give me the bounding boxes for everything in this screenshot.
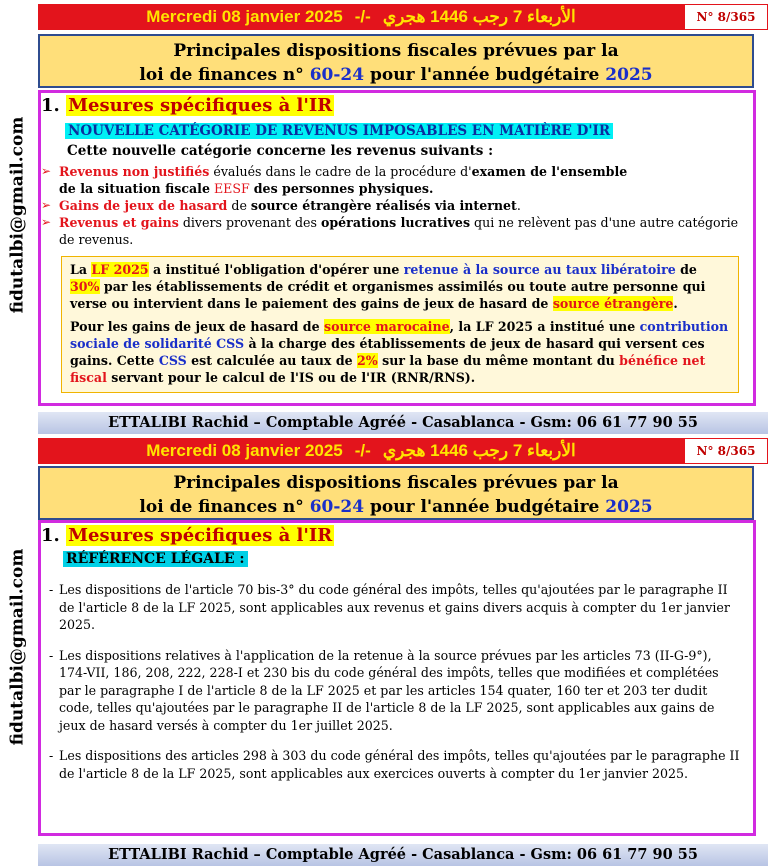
sidebar-email-text: fidutalbi@gmail.com bbox=[7, 548, 27, 746]
footer: ETTALIBI Rachid – Comptable Agréé - Casablanca - Gsm: 06 61 77 90 55 bbox=[38, 844, 768, 866]
banner-separator: -/- bbox=[354, 441, 371, 460]
date-banner bbox=[38, 4, 684, 30]
category-intro: Cette nouvelle catégorie concerne les revenus suivants : bbox=[67, 143, 494, 159]
title-prefix: loi de finances n° bbox=[139, 65, 304, 85]
title-year: 2025 bbox=[605, 497, 653, 517]
sidebar-email bbox=[0, 462, 34, 832]
box-paragraph-1: La LF 2025 a institué l'obligation d'opérer une retenue à la source au taux libératoire de 30% par les établissements de crédit et organismes assimilés ou toute autre personne qui verse ou intervient dans le paiement des gains de jeux de hasard de source étrangère. bbox=[70, 262, 706, 311]
content-panel-2 bbox=[38, 520, 756, 836]
document-title bbox=[38, 466, 754, 520]
highlight-box bbox=[61, 256, 739, 393]
content-panel-1 bbox=[38, 90, 756, 406]
page-number-badge: N° 8/365 bbox=[684, 4, 768, 30]
title-line2 bbox=[40, 63, 752, 87]
section-label: Mesures spécifiques à l'IR bbox=[68, 525, 333, 546]
section-label: Mesures spécifiques à l'IR bbox=[68, 95, 333, 116]
title-line1: Principales dispositions fiscales prévues par la bbox=[173, 473, 619, 493]
document-title bbox=[38, 34, 754, 88]
sidebar-email-text: fidutalbi@gmail.com bbox=[7, 116, 27, 314]
legal-reference-list bbox=[45, 581, 743, 782]
banner-date: Mercredi 08 janvier 2025 bbox=[146, 7, 343, 26]
category-title-row bbox=[65, 120, 747, 139]
legal-reference-row bbox=[63, 548, 743, 567]
list-item: - Les dispositions de l'article 70 bis-3° du code général des impôts, telles qu'ajoutées par le paragraphe II de l'article 8 de la LF 2025, sont applicables aux revenus et gains divers acquis à compter du 1er janvier 2025. bbox=[45, 581, 743, 634]
title-mid: pour l'année budgétaire bbox=[370, 65, 600, 85]
list-item: - Les dispositions des articles 298 à 303 du code général des impôts, telles qu'ajoutées par le paragraphe II de l'article 8 de la LF 2025, sont applicables aux exercices ouverts à compter du 1er janvier 2025. bbox=[45, 747, 743, 782]
section-number: 1. bbox=[41, 525, 60, 546]
title-year: 2025 bbox=[605, 65, 653, 85]
title-line1: Principales dispositions fiscales prévues par la bbox=[173, 41, 619, 61]
title-law-number: 60-24 bbox=[309, 497, 365, 517]
title-law-number: 60-24 bbox=[309, 65, 365, 85]
title-line2 bbox=[40, 495, 752, 519]
section-heading bbox=[41, 525, 743, 546]
bullet-item: ➢ Revenus et gains divers provenant des opérations lucratives qui ne relèvent pas d'une autre catégorie de revenus. bbox=[41, 214, 747, 248]
page-number-badge: N° 8/365 bbox=[684, 438, 768, 464]
banner-separator: -/- bbox=[354, 7, 371, 26]
banner-arabic-date: الأربعاء 7 رجب 1446 هجري bbox=[382, 441, 576, 460]
title-prefix: loi de finances n° bbox=[139, 497, 304, 517]
sidebar-email bbox=[0, 30, 34, 400]
banner-arabic-date: الأربعاء 7 رجب 1446 هجري bbox=[382, 7, 576, 26]
title-mid: pour l'année budgétaire bbox=[370, 497, 600, 517]
section-number: 1. bbox=[41, 95, 60, 116]
box-paragraph-2: Pour les gains de jeux de hasard de source marocaine, la LF 2025 a institué une contribution sociale de solidarité CSS à la charge des établissements de jeux de hasard qui versent ces gains. Cette CSS est calculée au taux de 2% sur la base du même montant du bénéfice net fiscal servant pour le calcul de l'IS ou de l'IR (RNR/RNS). bbox=[70, 319, 729, 385]
section-heading bbox=[41, 95, 747, 116]
date-banner bbox=[38, 438, 684, 464]
bullet-item: ➢ Revenus non justifiés évalués dans le cadre de la procédure d'examen de l'ensemble de la situation fiscale EESF des personnes physiques. bbox=[41, 163, 747, 197]
legal-reference-title: RÉFÉRENCE LÉGALE : bbox=[63, 551, 248, 567]
bullet-list bbox=[41, 163, 747, 248]
banner-date: Mercredi 08 janvier 2025 bbox=[146, 441, 343, 460]
footer: ETTALIBI Rachid – Comptable Agréé - Casablanca - Gsm: 06 61 77 90 55 bbox=[38, 412, 768, 434]
list-item: - Les dispositions relatives à l'application de la retenue à la source prévues par les articles 73 (II-G-9°), 174-VII, 186, 208, 222, 228-I et 230 bis du code général des impôts, telles que modifiées et complétées par le paragraphe I de l'article 8 de la LF 2025 et par les articles 154 quater, 160 ter et 203 ter dudit code, telles qu'ajoutées par le paragraphe II de l'article 8 de la LF 2025, sont applicables aux gains de jeux de hasard versés à compter du 1er juillet 2025. bbox=[45, 647, 743, 735]
bullet-item: ➢ Gains de jeux de hasard de source étrangère réalisés via internet. bbox=[41, 197, 747, 214]
category-title: NOUVELLE CATÉGORIE DE REVENUS IMPOSABLES EN MATIÈRE D'IR bbox=[65, 123, 613, 139]
